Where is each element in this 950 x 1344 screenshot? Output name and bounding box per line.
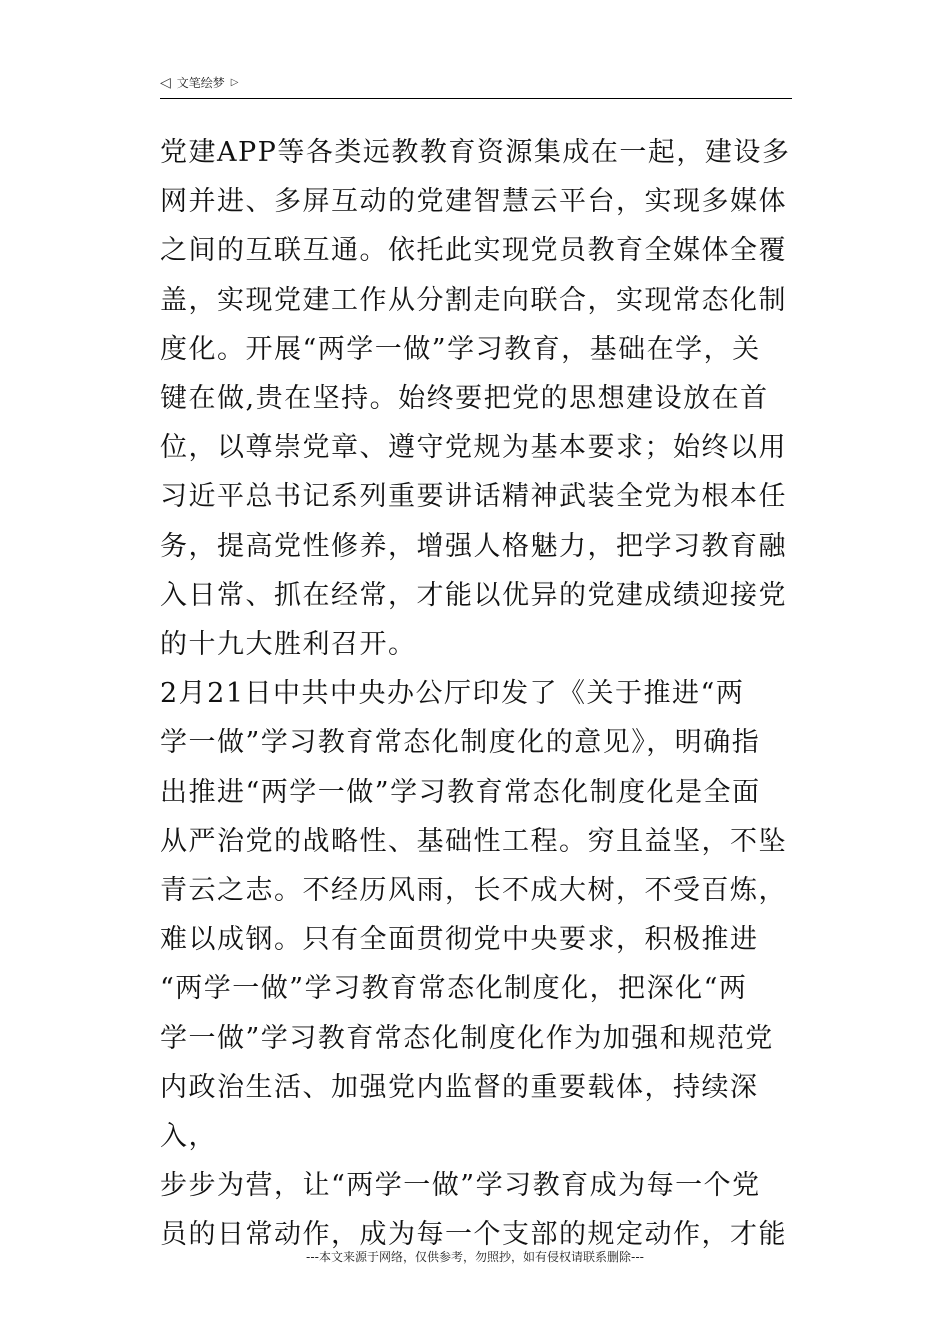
page-header: [160, 74, 792, 99]
paragraph-2: 2月21日中共中央办公厅印发了《关于推进“两 学一做”学习教育常态化制度化的意见》，明确指 出推进“两学一做”学习教育常态化制度化是全面 从严治党的战略性、基础性工程。穷且益坚，不坠 青云之志。不经历风雨，长不成大树，不受百炼， 难以成钢。只有全面贯彻党中央要求，积极推进 “两学一做”学习教育常态化制度化，把深化“两 学一做”学习教育常态化制度化作为加强和规范党 内政治生活、加强党内监督的重要载体，持续深入， 步步为营，让“两学一做”学习教育成为每一个党 员的日常动作，成为每一个支部的规定动作，才能: [160, 678, 787, 1251]
document-body: [160, 128, 800, 1260]
triangle-right-icon: ▷: [230, 76, 239, 88]
paragraph-1: 党建APP等各类远教教育资源集成在一起，建设多 网并进、多屏互动的党建智慧云平台，实现多媒体 之间的互联互通。依托此实现党员教育全媒体全覆 盖，实现党建工作从分割走向联合，实现常态化制 度化。开展“两学一做”学习教育，基础在学，关 键在做,贵在坚持。始终要把党的思想建设放在首 位，以尊崇党章、遵守党规为基本要求；始终以用 习近平总书记系列重要讲话精神武装全党为根本任 务，提高党性修养，增强人格魅力，把学习教育融 入日常、抓在经常，才能以优异的党建成绩迎接党 的十九大胜利召开。: [160, 137, 791, 661]
header-inner: [160, 74, 792, 91]
page-footer: ---本文来源于网络，仅供参考，勿照抄，如有侵权请联系删除---: [306, 1250, 644, 1264]
header-title: 文笔绘梦: [176, 76, 225, 90]
triangle-left-icon: ◁: [160, 74, 171, 91]
